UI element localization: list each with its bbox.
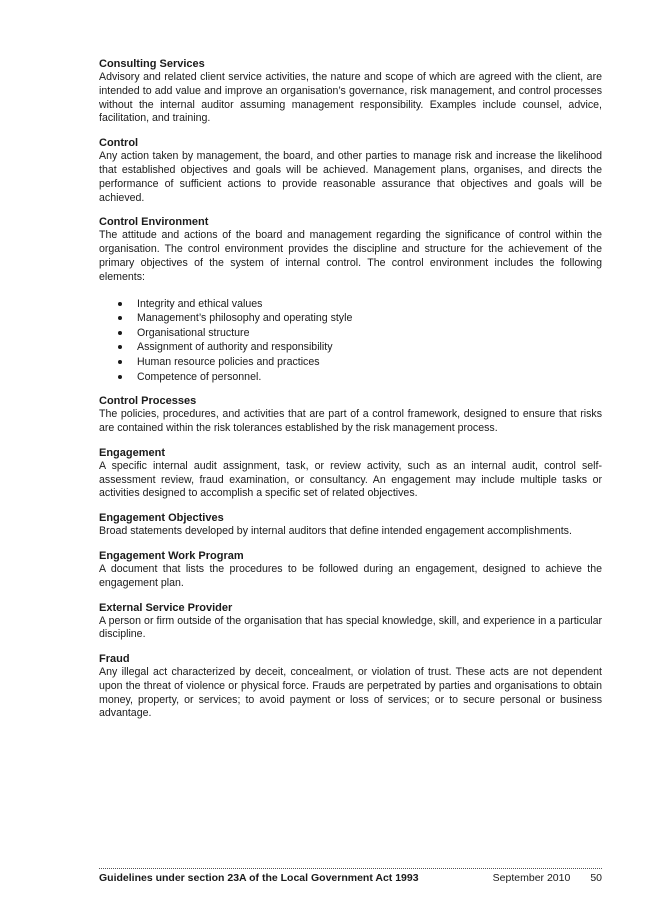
term-heading: Engagement Work Program: [99, 549, 244, 562]
term-definition: Any illegal act characterized by deceit, concealment, or violation of trust. These acts are not dependent upon the threat of violence or physical force. Frauds are perpetrated by parties and organisations to obtain money, property, or services; to avoid payment or loss of services; or to secure personal or business advantage.: [99, 666, 602, 720]
glossary-entry: [99, 653, 602, 721]
glossary-entry: [99, 550, 602, 591]
glossary-entry: [99, 58, 602, 126]
term-definition: A document that lists the procedures to be followed during an engagement, designed to achieve the engagement plan.: [99, 562, 602, 589]
footer-date: September 2010: [492, 872, 571, 884]
page-footer: [99, 872, 602, 885]
bullet-item: Human resource policies and practices: [99, 355, 602, 370]
bullet-item: Assignment of authority and responsibility: [99, 340, 602, 355]
term-definition: A specific internal audit assignment, task, or review activity, such as an internal audit, control self-assessment review, fraud examination, or consultancy. An engagement may include multiple tasks or activities designed to accomplish a specific set of related objectives.: [99, 459, 602, 500]
footer-document-title: Guidelines under section 23A of the Local Government Act 1993: [99, 872, 419, 884]
term-heading: Engagement: [99, 446, 166, 459]
term-heading: Control: [99, 137, 139, 150]
term-definition: The policies, procedures, and activities that are part of a control framework, designed to ensure that risks are contained within the risk tolerances established by the risk management process.: [99, 408, 602, 434]
term-definition: A person or firm outside of the organisation that has special knowledge, skill, and experience in a particular discipline.: [99, 614, 602, 641]
term-heading: Engagement Objectives: [99, 512, 224, 525]
bullet-item: Integrity and ethical values: [99, 297, 602, 312]
glossary: [99, 58, 602, 732]
glossary-entry: [99, 216, 602, 384]
bullet-item: Competence of personnel.: [99, 370, 602, 385]
page-number: 50: [590, 872, 602, 884]
term-definition: Any action taken by management, the board, and other parties to manage risk and increase the likelihood that established objectives and goals will be achieved. Management plans, organises, and directs the performance of sufficient actions to provide reasonable assurance that objectives and goals will be achieved.: [99, 150, 602, 204]
bullet-item: Management’s philosophy and operating style: [99, 311, 602, 326]
glossary-entry: [99, 602, 602, 643]
glossary-entry: [99, 395, 602, 436]
bullet-list: [99, 297, 602, 385]
term-heading: Control Processes: [99, 395, 197, 408]
footer-divider: [99, 868, 602, 869]
term-heading: External Service Provider: [99, 601, 233, 614]
term-definition: Advisory and related client service activities, the nature and scope of which are agreed with the client, are intended to add value and improve an organisation’s governance, risk management, and control processes without the internal auditor assuming management responsibility. Examples include counsel, advice, facilitation, and training.: [99, 71, 602, 125]
term-heading: Fraud: [99, 653, 130, 666]
term-heading: Control Environment: [99, 216, 209, 229]
term-definition: The attitude and actions of the board and management regarding the significance of control within the organisation. The control environment provides the discipline and structure for the achievement of the primary objectives of the system of internal control. The control environment includes the following elements:: [99, 229, 602, 283]
term-heading: Consulting Services: [99, 58, 205, 70]
glossary-entry: [99, 447, 602, 501]
glossary-entry: [99, 137, 602, 205]
glossary-entry: [99, 512, 602, 539]
term-definition: Broad statements developed by internal auditors that define intended engagement accomplishments.: [99, 525, 572, 538]
bullet-item: Organisational structure: [99, 326, 602, 341]
